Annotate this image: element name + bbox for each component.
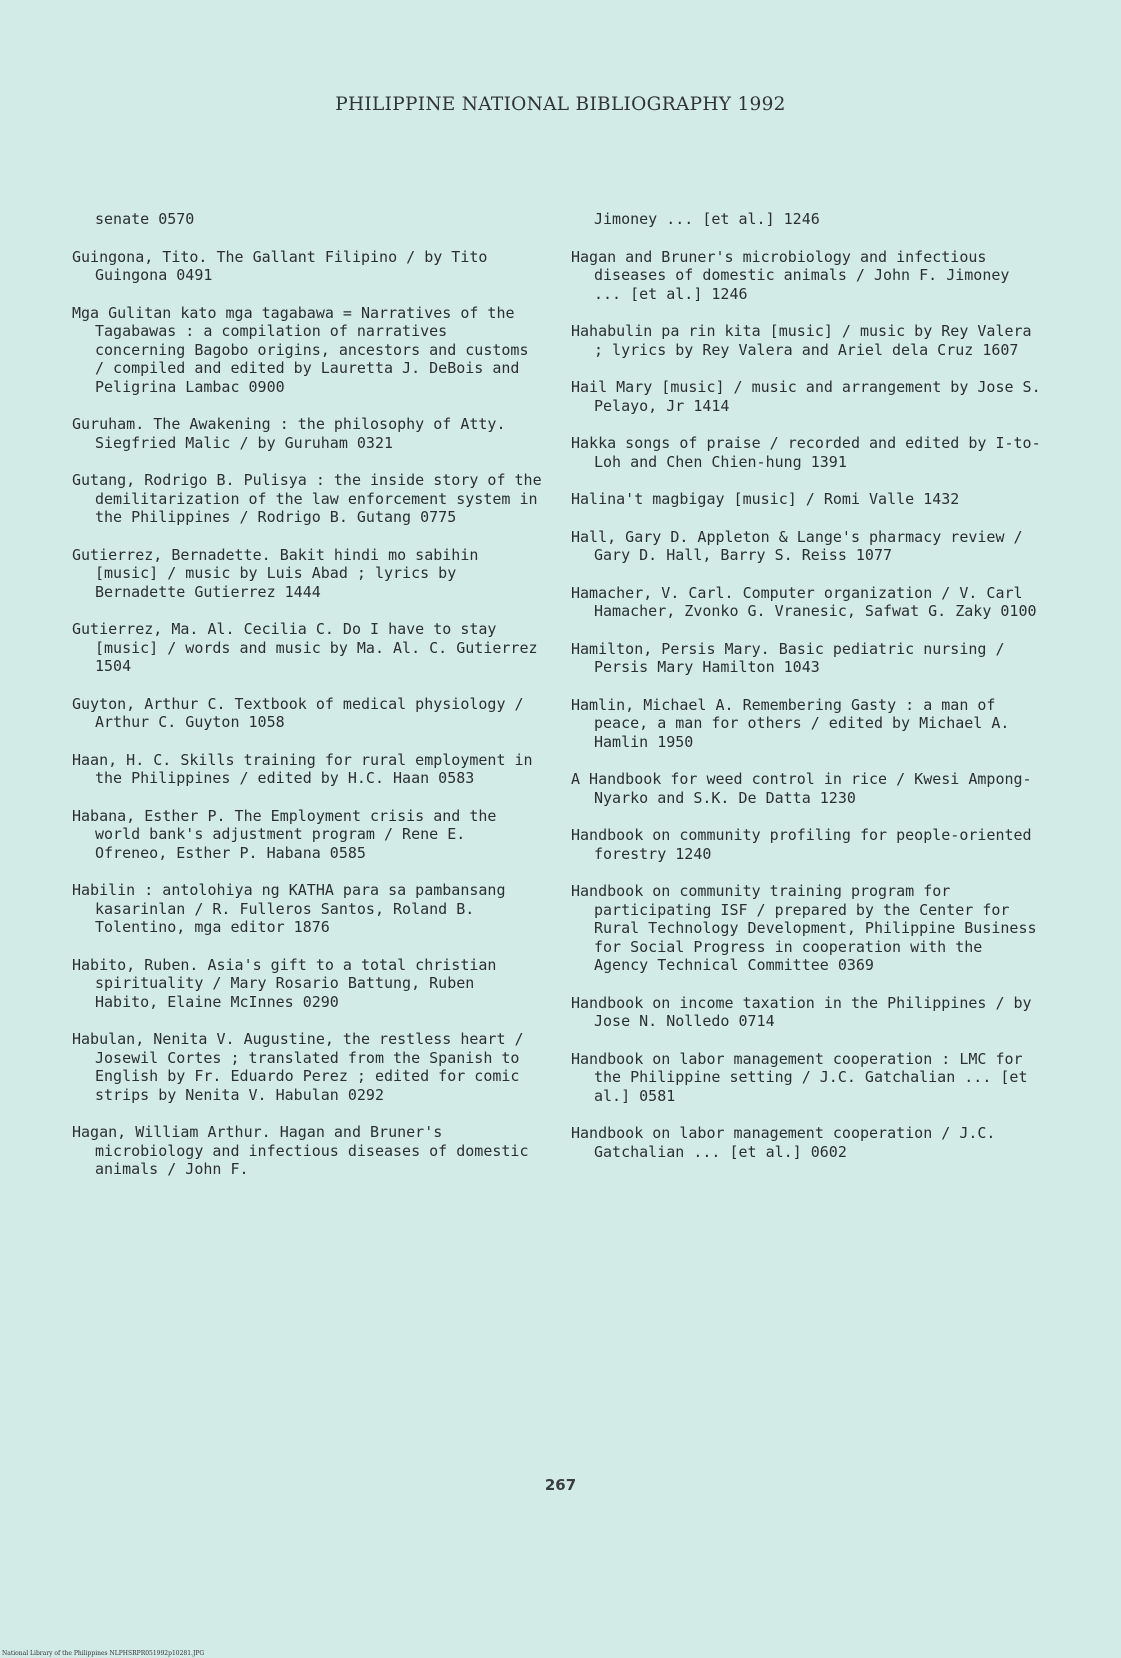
bib-entry: Hall, Gary D. Appleton & Lange's pharmacy review / Gary D. Hall, Barry S. Reiss 1077 bbox=[571, 527, 1023, 564]
bib-entry: Handbook on community training program for participating ISF / prepared by the Center for Rural Technology Development, Philippine Business for Social Progress in cooperation with the Agency Technical Committee 0369 bbox=[571, 882, 1037, 974]
bib-entry: Handbook on income taxation in the Philippines / by Jose N. Nolledo 0714 bbox=[571, 993, 1032, 1030]
bib-entry: Hakka songs of praise / recorded and edited by I-to-Loh and Chen Chien-hung 1391 bbox=[571, 434, 1041, 471]
page-number: 267 bbox=[544, 1476, 577, 1494]
bib-entry: Hail Mary [music] / music and arrangement by Jose S. Pelayo, Jr 1414 bbox=[571, 378, 1041, 415]
left-column bbox=[72, 210, 542, 1198]
page-title: PHILIPPINE NATIONAL BIBLIOGRAPHY 1992 bbox=[335, 94, 786, 115]
bib-entry: Handbook on labor management cooperation : LMC for the Philippine setting / J.C. Gatchalian ... [et al.] 0581 bbox=[571, 1049, 1028, 1105]
bib-entry: Jimoney ... [et al.] 1246 bbox=[594, 210, 820, 228]
bib-entry: Handbook on labor management cooperation / J.C. Gatchalian ... [et al.] 0602 bbox=[571, 1124, 996, 1161]
bib-entry: Guruham. The Awakening : the philosophy of Atty. Siegfried Malic / by Guruham 0321 bbox=[72, 415, 506, 452]
bib-entry: Guyton, Arthur C. Textbook of medical physiology / Arthur C. Guyton 1058 bbox=[72, 694, 524, 731]
bib-entry: Hamacher, V. Carl. Computer organization / V. Carl Hamacher, Zvonko G. Vranesic, Safwat G. Zaky 0100 bbox=[571, 583, 1037, 620]
bib-entry: Habilin : antolohiya ng KATHA para sa pambansang kasarinlan / R. Fulleros Santos, Roland B. Tolentino, mga editor 1876 bbox=[72, 881, 506, 936]
bib-entry: Haan, H. C. Skills training for rural employment in the Philippines / edited by H.C. Haan 0583 bbox=[72, 750, 533, 787]
right-column bbox=[571, 210, 1041, 1180]
bib-entry: Mga Gulitan kato mga tagabawa = Narratives of the Tagabawas : a compilation of narratives concerning Bagobo origins, ancestors and customs / compiled and edited by Lauretta J. DeBois and Peligrina Lambac 0900 bbox=[72, 303, 529, 396]
bib-entry: Habito, Ruben. Asia's gift to a total christian spirituality / Mary Rosario Battung, Ruben Habito, Elaine McInnes 0290 bbox=[72, 955, 497, 1011]
bib-entry: Habulan, Nenita V. Augustine, the restless heart / Josewil Cortes ; translated from the Spanish to English by Fr. Eduardo Perez ; edited for comic strips by Nenita V. Habulan 0292 bbox=[72, 1030, 524, 1104]
bib-entry: Hagan and Bruner's microbiology and infectious diseases of domestic animals / John F. Jimoney ... [et al.] 1246 bbox=[571, 247, 1010, 303]
bib-entry: Hamlin, Michael A. Remembering Gasty : a man of peace, a man for others / edited by Michael A. Hamlin 1950 bbox=[571, 695, 1010, 751]
bib-entry: Guingona, Tito. The Gallant Filipino / by Tito Guingona 0491 bbox=[72, 247, 488, 284]
bib-entry: Hahabulin pa rin kita [music] / music by Rey Valera ; lyrics by Rey Valera and Ariel dela Cruz 1607 bbox=[571, 322, 1032, 359]
bib-entry: Hagan, William Arthur. Hagan and Bruner's microbiology and infectious diseases of domestic animals / John F. bbox=[72, 1123, 529, 1178]
bib-entry: Habana, Esther P. The Employment crisis and the world bank's adjustment program / Rene E. Ofreneo, Esther P. Habana 0585 bbox=[72, 806, 497, 862]
bib-entry: Gutierrez, Ma. Al. Cecilia C. Do I have to stay [music] / words and music by Ma. Al. C. Gutierrez 1504 bbox=[72, 620, 538, 675]
bib-entry: Halina't magbigay [music] / Romi Valle 1432 bbox=[571, 490, 960, 508]
bib-entry: Gutierrez, Bernadette. Bakit hindi mo sabihin [music] / music by Luis Abad ; lyrics by Bernadette Gutierrez 1444 bbox=[72, 545, 479, 601]
bib-entry: senate 0570 bbox=[95, 210, 195, 228]
bib-entry: Hamilton, Persis Mary. Basic pediatric nursing / Persis Mary Hamilton 1043 bbox=[571, 639, 1005, 676]
scan-credit: National Library of the Philippines NLPHSRPR051992p10281.JPG bbox=[2, 1650, 205, 1657]
bib-entry: Gutang, Rodrigo B. Pulisya : the inside story of the demilitarization of the law enforcement system in the Philippines / Rodrigo B. Gutang 0775 bbox=[72, 471, 542, 526]
bib-entry: Handbook on community profiling for people-oriented forestry 1240 bbox=[571, 826, 1032, 863]
bib-entry: A Handbook for weed control in rice / Kwesi Ampong- Nyarko and S.K. De Datta 1230 bbox=[571, 770, 1032, 807]
